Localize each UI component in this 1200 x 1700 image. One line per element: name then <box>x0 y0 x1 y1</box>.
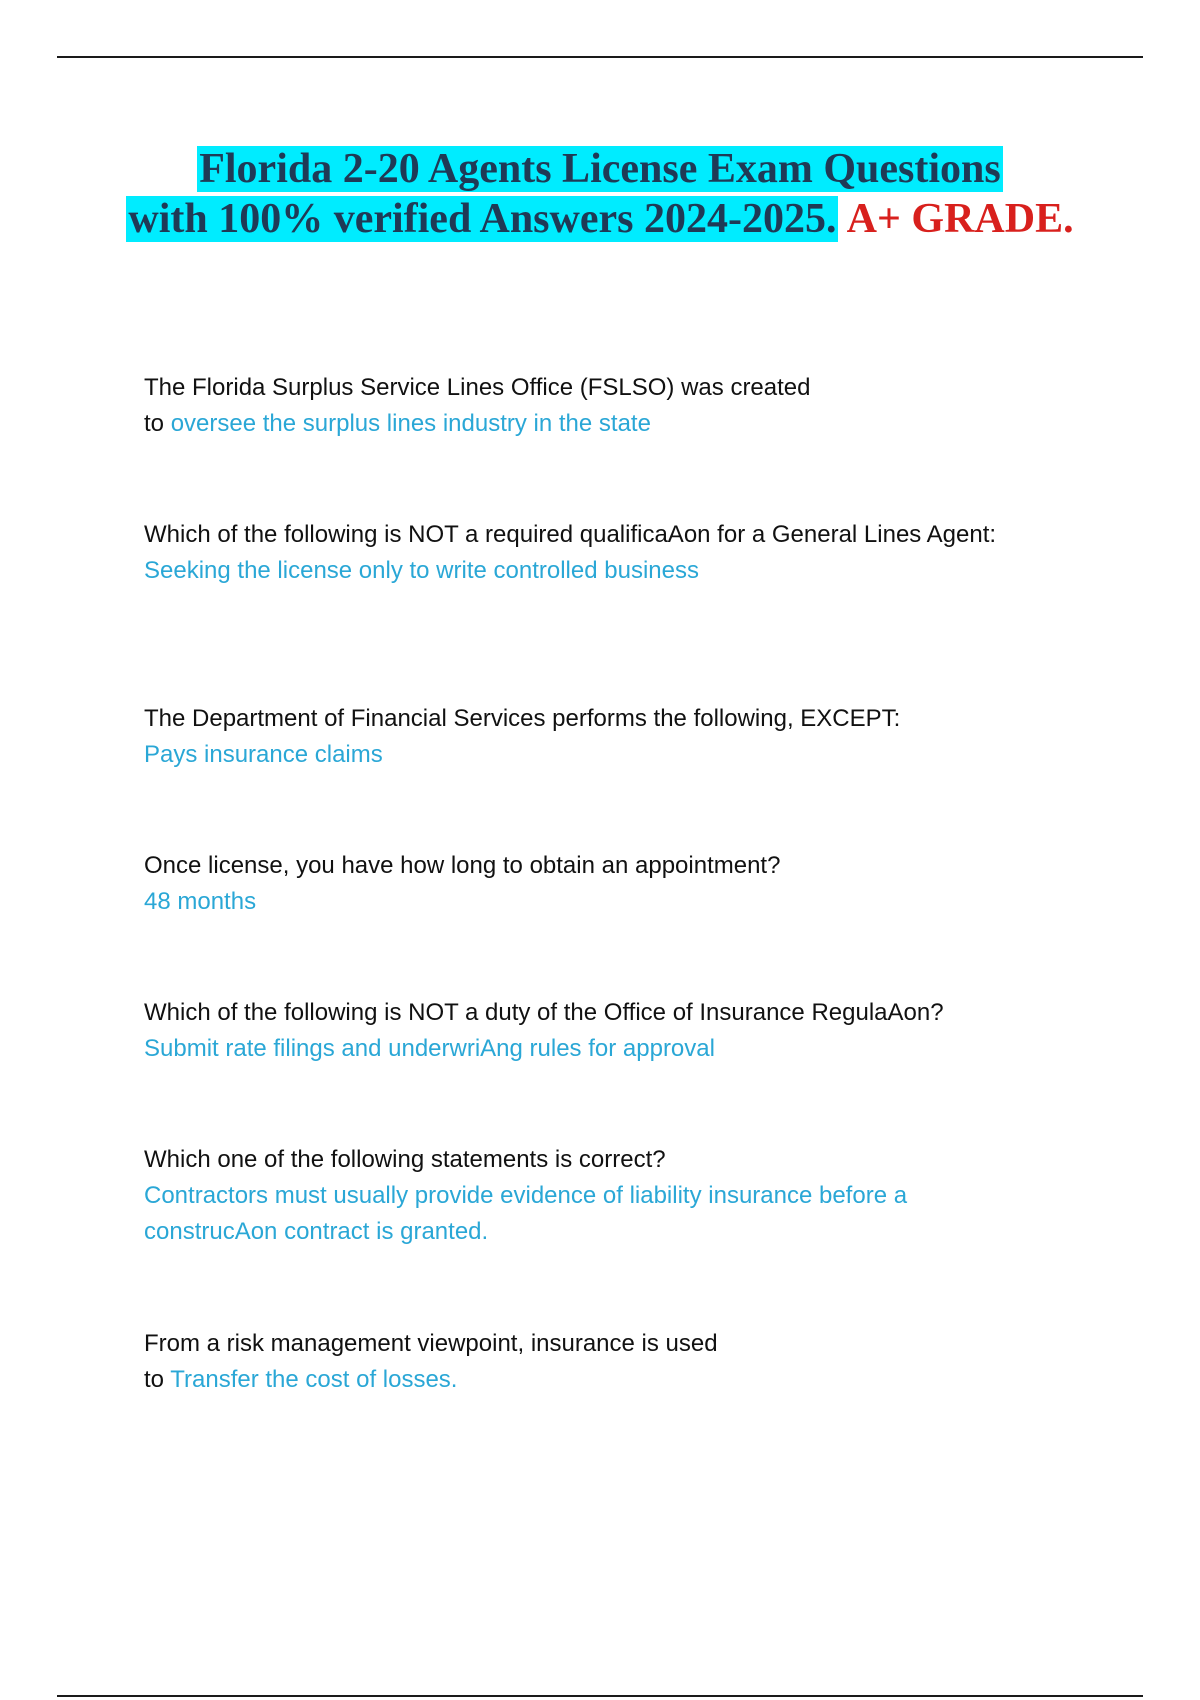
answer-4: 48 months <box>144 888 257 915</box>
answer-7: Transfer the cost of losses. <box>170 1366 458 1393</box>
question-2: Which of the following is NOT a required qualificaAon for a General Lines Agent: <box>144 521 997 548</box>
question-7: From a risk management viewpoint, insurance is used <box>144 1330 718 1357</box>
qa-item-7 <box>144 1326 1044 1398</box>
answer-6: Contractors must usually provide evidence of liability insurance before a construcAon contract is granted. <box>144 1182 908 1245</box>
answer-1: oversee the surplus lines industry in the state <box>170 410 651 437</box>
question-1: The Florida Surplus Service Lines Office (FSLSO) was created <box>144 374 811 401</box>
bottom-rule <box>57 1695 1143 1697</box>
question-6: Which one of the following statements is correct? <box>144 1146 666 1173</box>
question-7-lead: to <box>144 1366 165 1393</box>
qa-item-1 <box>144 370 1044 442</box>
qa-item-2 <box>144 517 1044 589</box>
question-5: Which of the following is NOT a duty of the Office of Insurance RegulaAon? <box>144 999 944 1026</box>
qa-item-5 <box>144 995 1044 1067</box>
answer-2: Seeking the license only to write controlled business <box>144 557 699 584</box>
title-grade: A+ GRADE. <box>846 196 1074 242</box>
qa-item-6 <box>144 1142 1044 1250</box>
answer-3: Pays insurance claims <box>144 741 383 768</box>
question-3: The Department of Financial Services performs the following, EXCEPT: <box>144 705 901 732</box>
qa-item-4 <box>144 848 1044 920</box>
title-line-2: with 100% verified Answers 2024-2025. <box>128 196 837 242</box>
qa-item-3 <box>144 701 1044 773</box>
question-4: Once license, you have how long to obtain an appointment? <box>144 852 781 879</box>
document-title <box>100 144 1100 244</box>
question-1-lead: to <box>144 410 165 437</box>
answer-5: Submit rate filings and underwriAng rules for approval <box>144 1035 715 1062</box>
top-rule <box>57 56 1143 58</box>
title-line-1: Florida 2-20 Agents License Exam Questions <box>199 146 1001 192</box>
